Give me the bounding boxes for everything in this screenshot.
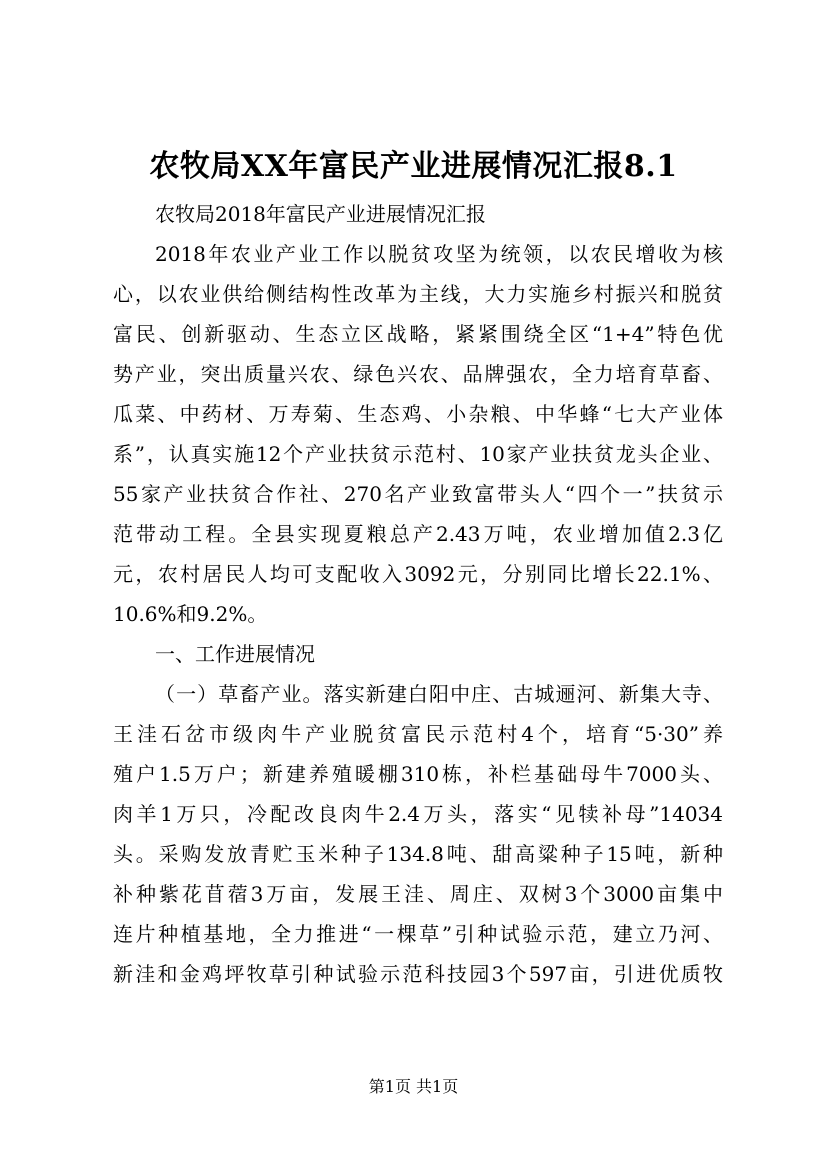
text-line: 殖户1.5万户；新建养殖暖棚310栋，补栏基础母牛7000头、 <box>113 762 723 786</box>
document-body <box>113 194 723 994</box>
document-title: 农牧局XX年富民产业进展情况汇报8.1 <box>149 149 678 184</box>
text-line: 系”，认真实施12个产业扶贫示范村、10家产业扶贫龙头企业、 <box>113 442 723 466</box>
text-line: 心，以农业供给侧结构性改革为主线，大力实施乡村振兴和脱贫 <box>113 282 723 306</box>
text-line: 头。采购发放青贮玉米种子134.8吨、甜高粱种子15吨，新种 <box>113 842 723 866</box>
text-line: 10.6%和9.2%。 <box>113 602 268 626</box>
text-line: 富民、创新驱动、生态立区战略，紧紧围绕全区“1+4”特色优 <box>113 322 723 346</box>
text-line: 连片种植基地，全力推进“一棵草”引种试验示范，建立乃河、 <box>113 922 723 946</box>
text-line: 肉羊1万只，冷配改良肉牛2.4万头，落实“见犊补母”14034 <box>113 802 723 826</box>
text-line: （一）草畜产业。落实新建白阳中庄、古城逦河、新集大寺、 <box>155 682 723 706</box>
text-line: 元，农村居民人均可支配收入3092元，分别同比增长22.1%、 <box>113 562 723 586</box>
text-line: 王洼石岔市级肉牛产业脱贫富民示范村4个，培育“5·30”养 <box>113 722 723 746</box>
text-line: 55家产业扶贫合作社、270名产业致富带头人“四个一”扶贫示 <box>113 482 723 506</box>
text-line: 瓜菜、中药材、万寿菊、生态鸡、小杂粮、中华蜂“七大产业体 <box>113 402 723 426</box>
text-line: 一、工作进展情况 <box>155 642 315 666</box>
text-line: 新洼和金鸡坪牧草引种试验示范科技园3个597亩，引进优质牧 <box>113 962 723 986</box>
text-line: 补种紫花苜蓿3万亩，发展王洼、周庄、双树3个3000亩集中 <box>113 882 723 906</box>
text-line: 范带动工程。全县实现夏粮总产2.43万吨，农业增加值2.3亿 <box>113 522 723 546</box>
text-line: 2018年农业产业工作以脱贫攻坚为统领，以农民增收为核 <box>155 242 723 266</box>
text-line: 势产业，突出质量兴农、绿色兴农、品牌强农，全力培育草畜、 <box>113 362 723 386</box>
text-line: 农牧局2018年富民产业进展情况汇报 <box>155 202 486 226</box>
page-footer: 第1页 共1页 <box>368 1077 459 1096</box>
